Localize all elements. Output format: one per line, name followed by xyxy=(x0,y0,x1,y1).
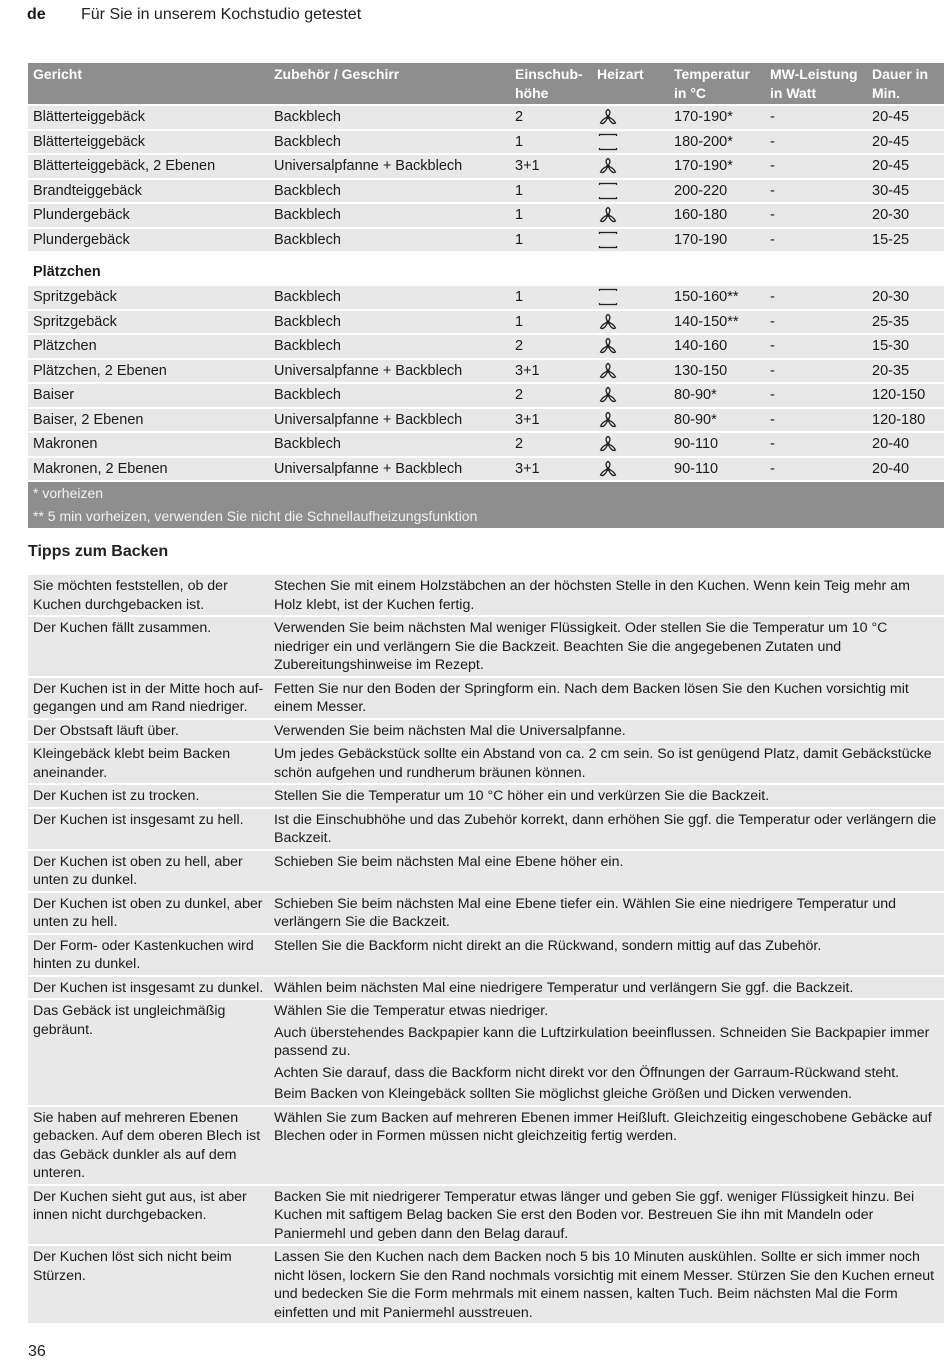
mw-power-cell: - xyxy=(765,130,867,155)
accessory-cell: Backblech xyxy=(269,228,510,253)
accessory-cell: Backblech xyxy=(269,179,510,204)
tip-row xyxy=(28,1185,944,1246)
tips-table-body xyxy=(28,574,944,1323)
tip-problem: Der Kuchen ist insgesamt zu hell. xyxy=(28,808,269,850)
tip-row xyxy=(28,784,944,808)
temperature-cell: 80-90* xyxy=(669,383,765,408)
temperature-cell: 180-200* xyxy=(669,130,765,155)
tip-row xyxy=(28,1245,944,1323)
tip-solution xyxy=(269,616,944,677)
tip-row xyxy=(28,677,944,719)
heating-mode-cell xyxy=(592,105,669,130)
language-code: de xyxy=(27,6,46,23)
dish-cell: Plätzchen, 2 Ebenen xyxy=(28,359,269,384)
heating-mode-cell xyxy=(592,179,669,204)
level-cell: 3+1 xyxy=(510,359,592,384)
duration-cell: 30-45 xyxy=(867,179,944,204)
accessory-cell: Backblech xyxy=(269,203,510,228)
mw-power-cell: - xyxy=(765,408,867,433)
top-bottom-heat-icon xyxy=(597,288,619,306)
column-header: Heizart xyxy=(592,63,669,105)
column-header: Temperatur in °C xyxy=(669,63,765,105)
tip-solution xyxy=(269,1106,944,1185)
tip-solution-text: Backen Sie mit niedrigerer Temperatur etwas länger und geben Sie ggf. weniger Flüssigkeit hinzu. Bei Kuchen mit saftigem Belag backen Sie erst den Boden vor. Bestreuen Sie ihn mit Mandeln oder Paniermehl und geben dann den Belag darauf. xyxy=(274,1188,915,1242)
mw-power-cell: - xyxy=(765,359,867,384)
dish-cell: Spritzgebäck xyxy=(28,310,269,335)
dish-cell: Blätterteiggebäck xyxy=(28,105,269,130)
accessory-cell: Backblech xyxy=(269,130,510,155)
heating-mode-cell xyxy=(592,408,669,433)
table-row xyxy=(28,310,944,335)
level-cell: 2 xyxy=(510,383,592,408)
dish-cell: Blätterteiggebäck xyxy=(28,130,269,155)
tip-solution xyxy=(269,934,944,976)
table-row xyxy=(28,285,944,310)
temperature-cell: 90-110 xyxy=(669,457,765,482)
heating-mode-cell xyxy=(592,285,669,310)
temperature-cell: 170-190 xyxy=(669,228,765,253)
tip-solution-text: Stellen Sie die Backform nicht direkt an die Rückwand, sondern mittig auf das Zubehör. xyxy=(274,937,822,954)
heating-mode-cell xyxy=(592,457,669,482)
footnote: ** 5 min vorheizen, verwenden Sie nicht die Schnellaufheizungsfunktion xyxy=(28,505,944,529)
mw-power-cell: - xyxy=(765,457,867,482)
tip-solution xyxy=(269,719,944,743)
level-cell: 1 xyxy=(510,228,592,253)
tip-solution-text: Wählen beim nächsten Mal eine niedrigere Temperatur und verlängern Sie ggf. die Backzeit. xyxy=(274,979,854,996)
footnote: * vorheizen xyxy=(28,481,944,505)
tip-row xyxy=(28,616,944,677)
tip-problem: Sie haben auf mehreren Ebenen gebacken. Auf dem oberen Blech ist das Gebäck dunkler als auf dem unteren. xyxy=(28,1106,269,1185)
column-header: Einschub-höhe xyxy=(510,63,592,105)
mw-power-cell: - xyxy=(765,383,867,408)
hot-air-fan-icon xyxy=(597,460,619,478)
duration-cell: 20-30 xyxy=(867,285,944,310)
table-row xyxy=(28,130,944,155)
cooking-table xyxy=(28,63,944,528)
duration-cell: 120-180 xyxy=(867,408,944,433)
hot-air-fan-icon xyxy=(597,411,619,429)
tip-solution-text: Auch überstehendes Backpapier kann die Luftzirkulation beeinflussen. Schneiden Sie Backpapier immer passend zu. xyxy=(274,1024,930,1059)
level-cell: 1 xyxy=(510,285,592,310)
level-cell: 2 xyxy=(510,105,592,130)
level-cell: 1 xyxy=(510,130,592,155)
temperature-cell: 90-110 xyxy=(669,432,765,457)
cooking-table-header xyxy=(28,63,944,105)
table-row xyxy=(28,154,944,179)
level-cell: 1 xyxy=(510,179,592,204)
heating-mode-cell xyxy=(592,228,669,253)
accessory-cell: Backblech xyxy=(269,334,510,359)
duration-cell: 20-45 xyxy=(867,105,944,130)
top-bottom-heat-icon xyxy=(597,182,619,200)
level-cell: 3+1 xyxy=(510,408,592,433)
page-header-title: Für Sie in unserem Kochstudio getestet xyxy=(81,6,362,23)
dish-cell: Makronen, 2 Ebenen xyxy=(28,457,269,482)
tip-solution xyxy=(269,892,944,934)
tip-problem: Der Kuchen löst sich nicht beim Stürzen. xyxy=(28,1245,269,1323)
tip-problem: Der Kuchen ist oben zu dunkel, aber unten zu hell. xyxy=(28,892,269,934)
tip-problem: Das Gebäck ist ungleichmäßig gebräunt. xyxy=(28,999,269,1106)
mw-power-cell: - xyxy=(765,179,867,204)
column-header: MW-Leistung in Watt xyxy=(765,63,867,105)
accessory-cell: Backblech xyxy=(269,310,510,335)
mw-power-cell: - xyxy=(765,228,867,253)
tips-title: Tipps zum Backen xyxy=(28,543,169,560)
footnote-row xyxy=(28,481,944,505)
heating-mode-cell xyxy=(592,383,669,408)
table-row xyxy=(28,179,944,204)
duration-cell: 15-25 xyxy=(867,228,944,253)
cooking-table-body xyxy=(28,105,944,528)
top-bottom-heat-icon xyxy=(597,133,619,151)
heating-mode-cell xyxy=(592,432,669,457)
mw-power-cell: - xyxy=(765,334,867,359)
tip-problem: Der Kuchen ist zu trocken. xyxy=(28,784,269,808)
tip-solution-text: Achten Sie darauf, dass die Backform nicht direkt vor den Öffnungen der Garraum-Rückwand steht. xyxy=(274,1064,900,1081)
accessory-cell: Backblech xyxy=(269,285,510,310)
dish-cell: Baiser xyxy=(28,383,269,408)
level-cell: 3+1 xyxy=(510,457,592,482)
dish-cell: Makronen xyxy=(28,432,269,457)
heating-mode-cell xyxy=(592,310,669,335)
tip-problem: Der Kuchen ist oben zu hell, aber unten zu dunkel. xyxy=(28,850,269,892)
temperature-cell: 160-180 xyxy=(669,203,765,228)
tip-problem: Sie möchten feststellen, ob der Kuchen durchgebacken ist. xyxy=(28,574,269,616)
tip-row xyxy=(28,892,944,934)
tip-solution xyxy=(269,574,944,616)
tip-row xyxy=(28,934,944,976)
dish-cell: Spritzgebäck xyxy=(28,285,269,310)
hot-air-fan-icon xyxy=(597,206,619,224)
duration-cell: 15-30 xyxy=(867,334,944,359)
heating-mode-cell xyxy=(592,154,669,179)
footnote-row xyxy=(28,505,944,529)
tip-solution xyxy=(269,742,944,784)
duration-cell: 120-150 xyxy=(867,383,944,408)
tip-row xyxy=(28,742,944,784)
mw-power-cell: - xyxy=(765,432,867,457)
level-cell: 1 xyxy=(510,310,592,335)
tip-problem: Der Kuchen ist in der Mitte hoch aufgegangen und am Rand niedriger. xyxy=(28,677,269,719)
tip-problem: Der Kuchen sieht gut aus, ist aber innen nicht durchgebacken. xyxy=(28,1185,269,1246)
heating-mode-cell xyxy=(592,130,669,155)
accessory-cell: Backblech xyxy=(269,105,510,130)
duration-cell: 20-30 xyxy=(867,203,944,228)
level-cell: 3+1 xyxy=(510,154,592,179)
duration-cell: 20-35 xyxy=(867,359,944,384)
mw-power-cell: - xyxy=(765,285,867,310)
top-bottom-heat-icon xyxy=(597,231,619,249)
temperature-cell: 200-220 xyxy=(669,179,765,204)
temperature-cell: 170-190* xyxy=(669,105,765,130)
duration-cell: 20-45 xyxy=(867,154,944,179)
tip-problem: Der Kuchen fällt zusammen. xyxy=(28,616,269,677)
tip-solution-text: Lassen Sie den Kuchen nach dem Backen noch 5 bis 10 Minuten auskühlen. Sollte er sich immer noch nicht lösen, lockern Sie den Rand nochmals vorsichtig mit einem Messer. Stürzen Sie den Kuchen erneut und bedecken Sie die Form mehrmals mit einem nassen, kalten Tuch. Beim nächsten Mal die Form einfetten und mit Paniermehl ausstreuen. xyxy=(274,1249,935,1321)
page-header xyxy=(27,6,361,28)
dish-cell: Baiser, 2 Ebenen xyxy=(28,408,269,433)
duration-cell: 25-35 xyxy=(867,310,944,335)
temperature-cell: 170-190* xyxy=(669,154,765,179)
tip-solution xyxy=(269,784,944,808)
tip-solution xyxy=(269,808,944,850)
duration-cell: 20-40 xyxy=(867,457,944,482)
tip-problem: Der Form- oder Kastenkuchen wird hinten zu dunkel. xyxy=(28,934,269,976)
tips-table xyxy=(28,573,944,1323)
column-header: Dauer in Min. xyxy=(867,63,944,105)
heating-mode-cell xyxy=(592,203,669,228)
tip-solution xyxy=(269,850,944,892)
section-row xyxy=(28,252,944,285)
mw-power-cell: - xyxy=(765,203,867,228)
tip-solution xyxy=(269,976,944,1000)
tip-solution xyxy=(269,1245,944,1323)
tip-solution-text: Um jedes Gebäckstück sollte ein Abstand von ca. 2 cm sein. So ist genügend Platz, damit Gebäckstücke schön aufgehen und rundherum bräunen können. xyxy=(274,746,932,781)
temperature-cell: 140-160 xyxy=(669,334,765,359)
hot-air-fan-icon xyxy=(597,337,619,355)
tip-problem: Der Kuchen ist insgesamt zu dunkel. xyxy=(28,976,269,1000)
table-row xyxy=(28,408,944,433)
dish-cell: Plätzchen xyxy=(28,334,269,359)
dish-cell: Brandteiggebäck xyxy=(28,179,269,204)
duration-cell: 20-40 xyxy=(867,432,944,457)
tip-problem: Kleingebäck klebt beim Backen aneinander. xyxy=(28,742,269,784)
table-row xyxy=(28,105,944,130)
accessory-cell: Universalpfanne + Backblech xyxy=(269,457,510,482)
tip-solution-text: Wählen Sie zum Backen auf mehreren Ebenen immer Heißluft. Gleichzeitig eingeschobene Gebäcke auf Blechen oder in Formen müssen nicht gleichzeitig fertig werden. xyxy=(274,1109,932,1144)
level-cell: 1 xyxy=(510,203,592,228)
table-row xyxy=(28,228,944,253)
column-header: Gericht xyxy=(28,63,269,105)
dish-cell: Plundergebäck xyxy=(28,228,269,253)
tip-solution-text: Verwenden Sie beim nächsten Mal weniger Flüssigkeit. Oder stellen Sie die Temperatur um 10 °C niedriger ein und verlängern Sie die Backzeit. Beachten Sie die angegebenen Zutaten und Zubereitungshinweise im Rezept. xyxy=(274,620,888,673)
tip-solution-text: Schieben Sie beim nächsten Mal eine Ebene tiefer ein. Wählen Sie eine niedrigere Temperatur und verlängern Sie die Backzeit. xyxy=(274,895,897,930)
table-row xyxy=(28,383,944,408)
table-row xyxy=(28,203,944,228)
tip-solution xyxy=(269,999,944,1106)
hot-air-fan-icon xyxy=(597,362,619,380)
page-number: 36 xyxy=(28,1343,46,1360)
tip-solution xyxy=(269,1185,944,1246)
dish-cell: Blätterteiggebäck, 2 Ebenen xyxy=(28,154,269,179)
accessory-cell: Universalpfanne + Backblech xyxy=(269,359,510,384)
hot-air-fan-icon xyxy=(597,313,619,331)
tip-solution-text: Stellen Sie die Temperatur um 10 °C höher ein und verkürzen Sie die Backzeit. xyxy=(274,788,770,804)
table-row xyxy=(28,334,944,359)
tip-row xyxy=(28,574,944,616)
temperature-cell: 80-90* xyxy=(669,408,765,433)
tip-row xyxy=(28,999,944,1106)
mw-power-cell: - xyxy=(765,310,867,335)
heating-mode-cell xyxy=(592,334,669,359)
tip-row xyxy=(28,808,944,850)
tip-solution-text: Beim Backen von Kleingebäck sollten Sie möglichst gleiche Größen und Dicken verwenden. xyxy=(274,1086,853,1102)
accessory-cell: Universalpfanne + Backblech xyxy=(269,408,510,433)
accessory-cell: Backblech xyxy=(269,383,510,408)
section-label: Plätzchen xyxy=(28,252,944,285)
tip-solution-text: Ist die Einschubhöhe und das Zubehör korrekt, dann erhöhen Sie ggf. die Temperatur oder verlängern die Backzeit. xyxy=(274,811,937,846)
temperature-cell: 130-150 xyxy=(669,359,765,384)
hot-air-fan-icon xyxy=(597,386,619,404)
accessory-cell: Backblech xyxy=(269,432,510,457)
level-cell: 2 xyxy=(510,334,592,359)
hot-air-fan-icon xyxy=(597,157,619,175)
temperature-cell: 140-150** xyxy=(669,310,765,335)
mw-power-cell: - xyxy=(765,105,867,130)
tip-solution-text: Verwenden Sie beim nächsten Mal die Universalpfanne. xyxy=(274,722,626,739)
tip-row xyxy=(28,976,944,1000)
tip-solution-text: Schieben Sie beim nächsten Mal eine Ebene höher ein. xyxy=(274,853,624,870)
tip-row xyxy=(28,719,944,743)
mw-power-cell: - xyxy=(765,154,867,179)
table-row xyxy=(28,457,944,482)
heating-mode-cell xyxy=(592,359,669,384)
tip-solution-text: Wählen Sie die Temperatur etwas niedriger. xyxy=(274,1003,549,1019)
tip-solution xyxy=(269,677,944,719)
dish-cell: Plundergebäck xyxy=(28,203,269,228)
table-row xyxy=(28,432,944,457)
tip-solution-text: Stechen Sie mit einem Holzstäbchen an der höchsten Stelle in den Kuchen. Wenn kein Teig mehr am Holz klebt, ist der Kuchen fertig. xyxy=(274,578,910,613)
column-header: Zubehör / Geschirr xyxy=(269,63,510,105)
table-row xyxy=(28,359,944,384)
tip-row xyxy=(28,1106,944,1185)
tip-row xyxy=(28,850,944,892)
duration-cell: 20-45 xyxy=(867,130,944,155)
tip-problem: Der Obstsaft läuft über. xyxy=(28,719,269,743)
hot-air-fan-icon xyxy=(597,435,619,453)
hot-air-fan-icon xyxy=(597,108,619,126)
level-cell: 2 xyxy=(510,432,592,457)
temperature-cell: 150-160** xyxy=(669,285,765,310)
tip-solution-text: Fetten Sie nur den Boden der Springform ein. Nach dem Backen lösen Sie den Kuchen vorsichtig mit einem Messer. xyxy=(274,680,909,715)
accessory-cell: Universalpfanne + Backblech xyxy=(269,154,510,179)
